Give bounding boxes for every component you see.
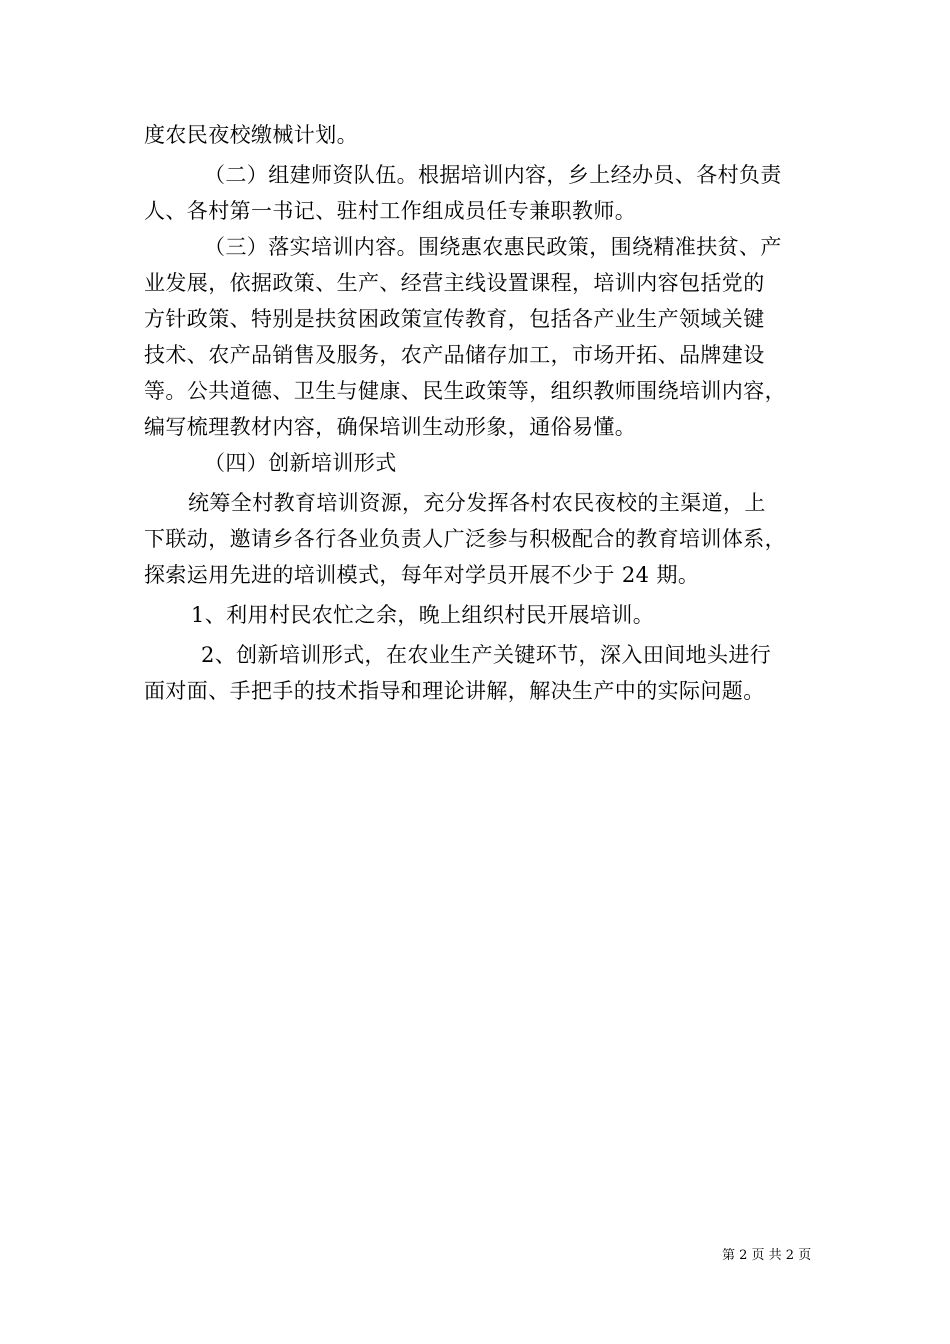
page-number-footer: 第 2 页 共 2 页	[722, 1248, 812, 1263]
paragraph-line: 统筹全村教育培训资源，充分发挥各村农民夜校的主渠道，上	[188, 491, 766, 515]
paragraph-line: 业发展，依据政策、生产、经营主线设置课程，培训内容包括党的	[144, 271, 765, 295]
list-item: 2、创新培训形式，在农业生产关键环节，深入田间地头进行	[201, 643, 772, 667]
paragraph-line: 人、各村第一书记、驻村工作组成员任专兼职教师。	[144, 199, 637, 223]
list-item: 1、利用村民农忙之余，晚上组织村民开展培训。	[191, 603, 655, 627]
paragraph-line: （二）组建师资队伍。根据培训内容，乡上经办员、各村负责	[204, 163, 782, 187]
paragraph-line: 等。公共道德、卫生与健康、民生政策等，组织教师围绕培训内容，	[144, 379, 786, 403]
paragraph-line: 下联动，邀请乡各行各业负责人广泛参与积极配合的教育培训体系，	[144, 527, 786, 551]
paragraph-line: （三）落实培训内容。围绕惠农惠民政策，围绕精准扶贫、产	[204, 235, 782, 259]
list-item-continuation: 面对面、手把手的技术指导和理论讲解，解决生产中的实际问题。	[144, 679, 765, 703]
paragraph-line: 技术、农产品销售及服务，农产品储存加工，市场开拓、品牌建设	[144, 343, 765, 367]
section-heading: （四）创新培训形式	[204, 451, 397, 475]
paragraph-line: 度农民夜校缴械计划。	[144, 123, 358, 147]
paragraph-line: 方针政策、特别是扶贫困政策宣传教育，包括各产业生产领域关键	[144, 307, 765, 331]
paragraph-line: 编写梳理教材内容，确保培训生动形象，通俗易懂。	[144, 415, 637, 439]
paragraph-line: 探索运用先进的培训模式，每年对学员开展不少于 24 期。	[144, 563, 700, 587]
